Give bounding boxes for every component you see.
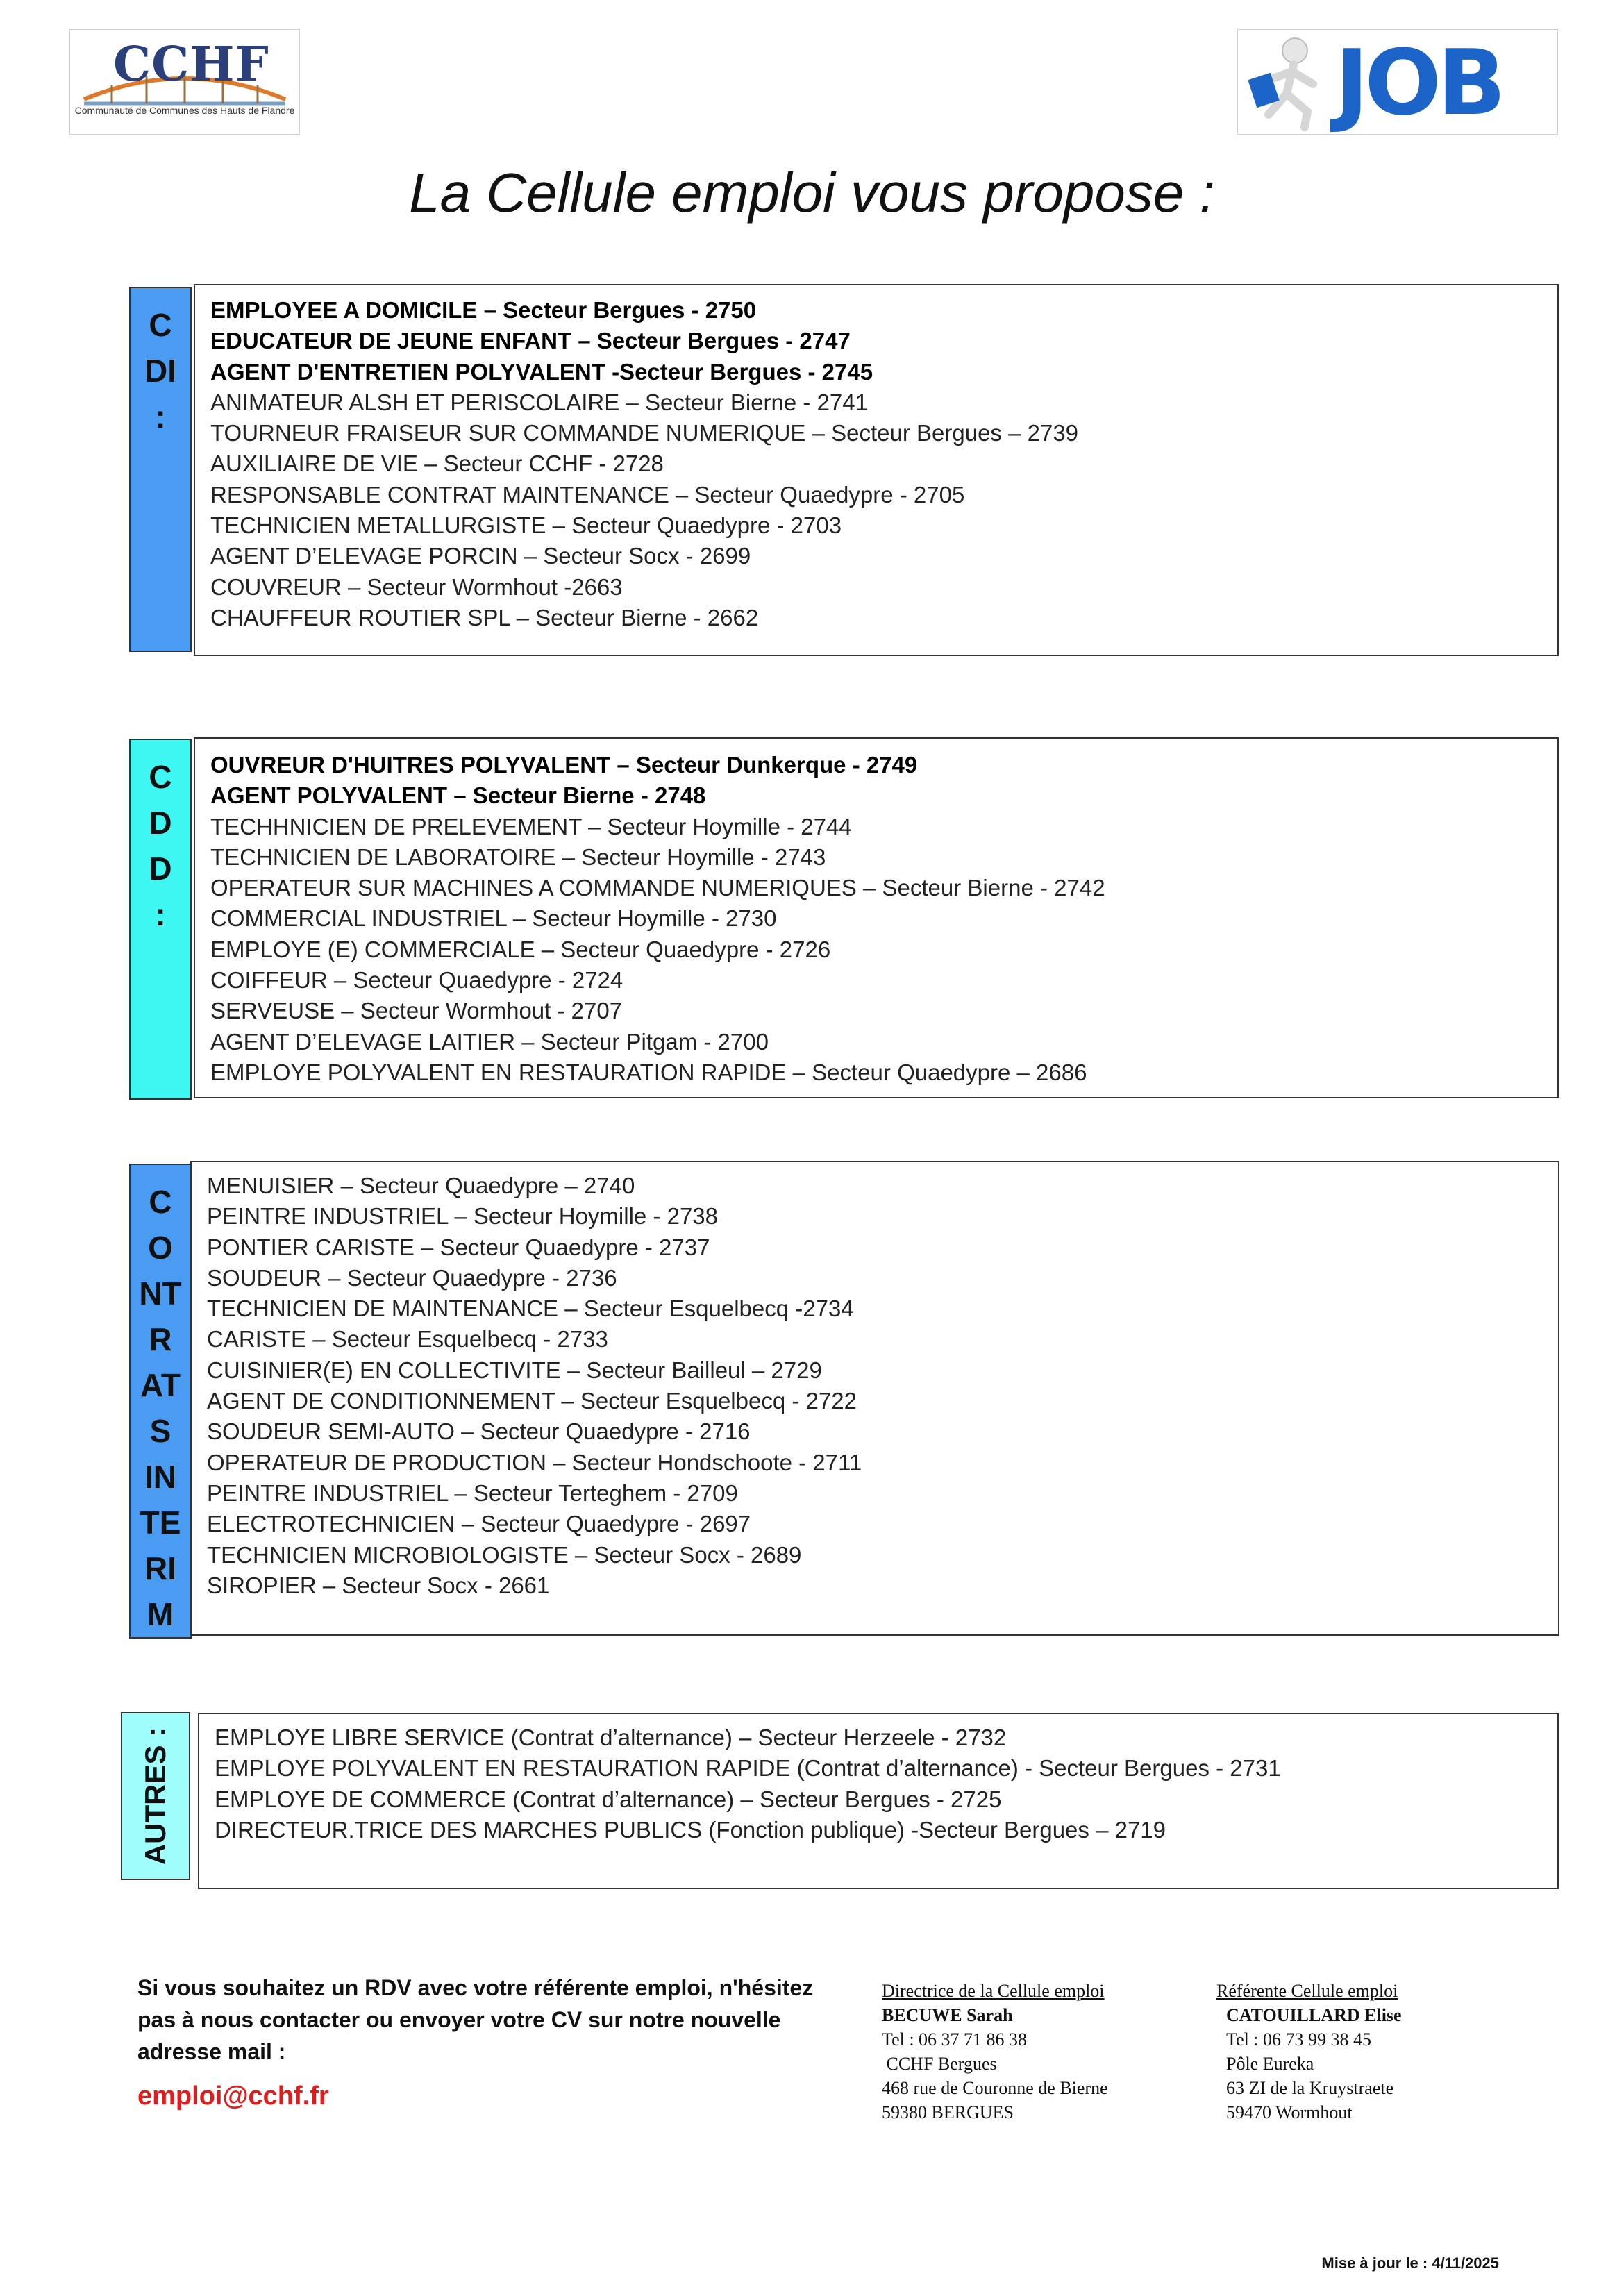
job-offer: DIRECTEUR.TRICE DES MARCHES PUBLICS (Fonction publique) -Secteur Bergues – 2719: [215, 1816, 1166, 1843]
cdd-label-line: C: [149, 759, 172, 795]
job-offer: AUXILIAIRE DE VIE – Secteur CCHF - 2728: [210, 451, 664, 477]
cdi-job-list: [194, 284, 1559, 656]
job-offer: EMPLOYE LIBRE SERVICE (Contrat d’alternance) – Secteur Herzeele - 2732: [215, 1725, 1007, 1750]
job-offer: MENUISIER – Secteur Quaedypre – 2740: [207, 1173, 635, 1198]
job-offer: TECHNICIEN DE MAINTENANCE – Secteur Esquelbecq -2734: [207, 1296, 854, 1322]
interim-label-line: S: [149, 1413, 171, 1449]
referent-line: Tel : 06 73 99 38 45: [1226, 2029, 1372, 2050]
autres-job-list: [198, 1713, 1559, 1889]
job-offer: AGENT D’ELEVAGE PORCIN – Secteur Socx - 2699: [210, 543, 751, 569]
interim-label-line: M: [147, 1596, 174, 1632]
job-offer: CHAUFFEUR ROUTIER SPL – Secteur Bierne - 2662: [210, 604, 759, 630]
job-offer: PEINTRE INDUSTRIEL – Secteur Terteghem - 2709: [207, 1480, 738, 1506]
job-offer: AGENT DE CONDITIONNEMENT – Secteur Esquelbecq - 2722: [207, 1388, 857, 1414]
interim-label-line: O: [148, 1230, 173, 1266]
cdd-label-line: :: [155, 896, 166, 932]
director-line: Tel : 06 37 71 86 38: [882, 2029, 1028, 2050]
job-offer: CARISTE – Secteur Esquelbecq - 2733: [207, 1326, 608, 1352]
director-role: Directrice de la Cellule emploi: [882, 1981, 1105, 2001]
cdd-label-line: D: [149, 805, 172, 841]
job-offer: RESPONSABLE CONTRAT MAINTENANCE – Secteur Quaedypre - 2705: [210, 481, 965, 508]
update-date: Mise à jour le : 4/11/2025: [1321, 2254, 1499, 2272]
interim-job-list: [190, 1161, 1559, 1636]
director-line: CCHF Bergues: [882, 2054, 997, 2074]
interim-label-line: C: [149, 1184, 172, 1220]
cchf-logo: [69, 29, 300, 135]
cchf-logo-subtitle: Communauté de Communes des Hauts de Flandre: [74, 105, 295, 116]
cdd-job-list: [194, 737, 1559, 1098]
job-offer: EMPLOYE DE COMMERCE (Contrat d’alternance) – Secteur Bergues - 2725: [215, 1786, 1002, 1812]
cdd-label: [129, 739, 192, 1100]
job-offer: COUVREUR – Secteur Wormhout -2663: [210, 573, 623, 600]
job-offer: OPERATEUR DE PRODUCTION – Secteur Hondschoote - 2711: [207, 1449, 862, 1475]
job-offer: EMPLOYEE A DOMICILE – Secteur Bergues - 2750: [210, 297, 757, 323]
job-offer: OPERATEUR SUR MACHINES A COMMANDE NUMERIQUES – Secteur Bierne - 2742: [210, 875, 1105, 901]
job-offer: TOURNEUR FRAISEUR SUR COMMANDE NUMERIQUE – Secteur Bergues – 2739: [210, 420, 1079, 446]
page-title: La Cellule emploi vous propose :: [409, 162, 1215, 224]
job-offer: PONTIER CARISTE – Secteur Quaedypre - 2737: [207, 1234, 710, 1260]
job-offer: COIFFEUR – Secteur Quaedypre - 2724: [210, 967, 623, 994]
cchf-logo-text: CCHF: [113, 37, 269, 92]
job-offer: EMPLOYE POLYVALENT EN RESTAURATION RAPIDE – Secteur Quaedypre – 2686: [210, 1059, 1087, 1085]
director-name: BECUWE Sarah: [882, 2005, 1013, 2025]
job-offer: TECHHNICIEN DE PRELEVEMENT – Secteur Hoymille - 2744: [210, 813, 852, 839]
job-logo-text: JOB: [1335, 30, 1502, 135]
director-line: 468 rue de Couronne de Bierne: [882, 2078, 1108, 2098]
job-offer: EMPLOYE (E) COMMERCIALE – Secteur Quaedypre - 2726: [210, 936, 831, 962]
referent-line: 59470 Wormhout: [1226, 2102, 1353, 2122]
interim-label-line: AT: [140, 1367, 181, 1403]
job-offer: ELECTROTECHNICIEN – Secteur Quaedypre - 2697: [207, 1511, 751, 1537]
job-offer: AGENT D'ENTRETIEN POLYVALENT -Secteur Bergues - 2745: [210, 358, 873, 385]
cdd-label-line: D: [149, 850, 172, 887]
job-offer: EDUCATEUR DE JEUNE ENFANT – Secteur Bergues - 2747: [210, 328, 851, 354]
autres-label: [121, 1712, 190, 1880]
referent-role: Référente Cellule emploi: [1216, 1981, 1398, 2001]
job-offer: COMMERCIAL INDUSTRIEL – Secteur Hoymille - 2730: [210, 905, 777, 932]
interim-label-line: IN: [144, 1459, 176, 1495]
job-offer: OUVREUR D'HUITRES POLYVALENT – Secteur Dunkerque - 2749: [210, 752, 918, 778]
interim-label-line: TE: [140, 1505, 181, 1541]
interim-label: [129, 1164, 192, 1639]
cdi-label-line: C: [149, 307, 172, 343]
job-offer: AGENT POLYVALENT – Secteur Bierne - 2748: [210, 782, 706, 809]
job-offer: SIROPIER – Secteur Socx - 2661: [207, 1572, 550, 1598]
job-offer: EMPLOYE POLYVALENT EN RESTAURATION RAPIDE (Contrat d’alternance) - Secteur Bergues - 2731: [215, 1755, 1281, 1782]
director-line: 59380 BERGUES: [882, 2102, 1014, 2122]
job-offer: ANIMATEUR ALSH ET PERISCOLAIRE – Secteur Bierne - 2741: [210, 389, 868, 415]
running-person-icon: [1241, 30, 1338, 134]
job-offer: TECHNICIEN METALLURGISTE – Secteur Quaedypre - 2703: [210, 512, 842, 539]
referent-line: Pôle Eureka: [1226, 2054, 1314, 2074]
job-offer: CUISINIER(E) EN COLLECTIVITE – Secteur Bailleul – 2729: [207, 1357, 822, 1383]
job-offer: TECHNICIEN MICROBIOLOGISTE – Secteur Socx - 2689: [207, 1541, 802, 1568]
interim-label-line: NT: [139, 1275, 182, 1312]
contact-text: Si vous souhaitez un RDV avec votre référente emploi, n'hésitez pas à nous contacter ou envoyer votre CV sur notre nouvelle adresse mail :: [137, 1975, 814, 2064]
director-contact: [882, 1979, 1108, 2125]
autres-label-text: AUTRES :: [139, 1727, 171, 1866]
interim-label-line: RI: [144, 1550, 176, 1586]
interim-label-line: R: [149, 1321, 172, 1357]
job-offer: SOUDEUR SEMI-AUTO – Secteur Quaedypre - 2716: [207, 1418, 751, 1445]
job-offer: TECHNICIEN DE LABORATOIRE – Secteur Hoymille - 2743: [210, 844, 826, 870]
job-logo: [1237, 29, 1558, 135]
contact-email-link[interactable]: emploi@cchf.fr: [137, 2081, 329, 2111]
cdi-label-line: :: [155, 399, 166, 435]
referent-line: 63 ZI de la Kruystraete: [1226, 2078, 1394, 2098]
referent-name: CATOUILLARD Elise: [1226, 2005, 1402, 2025]
job-offer: SOUDEUR – Secteur Quaedypre - 2736: [207, 1264, 617, 1291]
cdi-label: [129, 287, 192, 652]
job-offer: SERVEUSE – Secteur Wormhout - 2707: [210, 998, 623, 1024]
job-offer: AGENT D’ELEVAGE LAITIER – Secteur Pitgam - 2700: [210, 1028, 769, 1055]
job-offer: PEINTRE INDUSTRIEL – Secteur Hoymille - 2738: [207, 1203, 719, 1230]
referent-contact: [1216, 1979, 1402, 2125]
cdi-label-line: DI: [144, 353, 176, 389]
